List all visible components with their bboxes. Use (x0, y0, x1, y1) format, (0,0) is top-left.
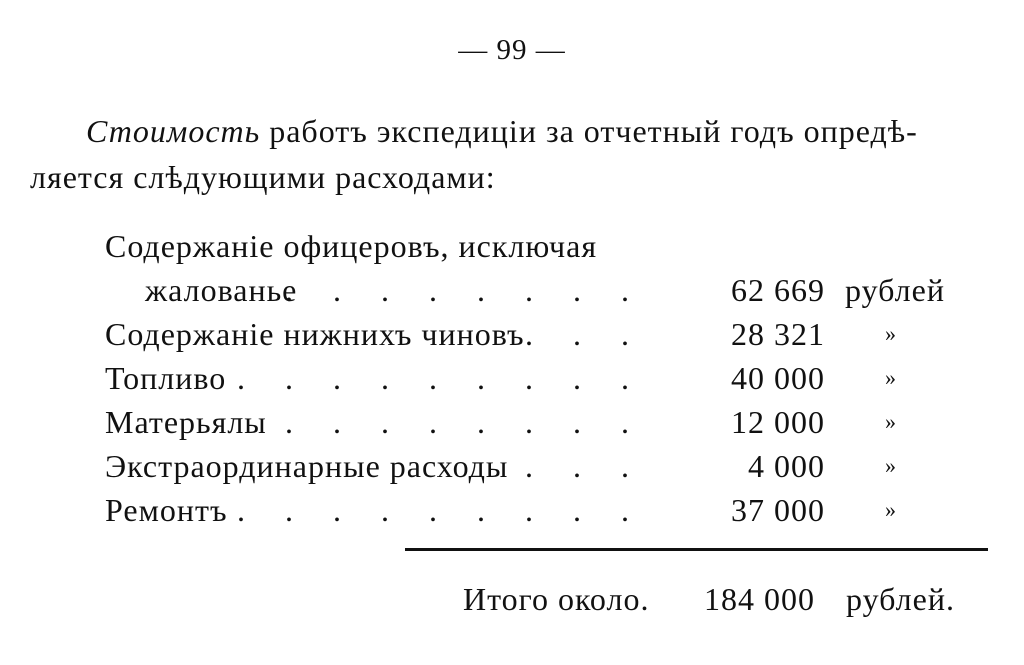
expense-row (105, 488, 965, 532)
expense-row (105, 268, 965, 312)
page-number: — 99 — (458, 34, 566, 66)
ditto-mark: » (885, 365, 897, 390)
ditto-mark: » (885, 409, 897, 434)
leader-dots: . . . . . . . . (285, 404, 645, 440)
expense-row (105, 224, 965, 268)
expense-amount: 40 000 (731, 360, 825, 396)
expense-amount: 37 000 (731, 492, 825, 528)
expense-amount: 4 000 (748, 448, 825, 484)
leader-dots: . . . . . . . . . (237, 492, 645, 528)
expense-label-continued: жалованье (145, 272, 298, 308)
total-label: Итого около. (463, 581, 650, 617)
expense-label: Ремонтъ (105, 492, 228, 528)
sum-rule (405, 548, 988, 551)
ditto-mark: » (885, 453, 897, 478)
expense-row (105, 444, 965, 488)
intro-line-2: ляется слѣдующими расходами: (30, 159, 496, 195)
expense-amount: 28 321 (731, 316, 825, 352)
expense-label: Содержаніе офицеровъ, исключая (105, 228, 598, 264)
intro-italic-word: Стоимость (86, 113, 261, 149)
expense-row (105, 312, 965, 356)
intro-line-1-rest: работъ экспедиціи за отчетный годъ опредѣ- (260, 113, 918, 149)
leader-dots: . . . . . . . . . (237, 360, 645, 396)
expense-table (105, 224, 965, 532)
total-line (0, 574, 1024, 624)
ditto-mark: » (885, 321, 897, 346)
expense-label: Матерьялы (105, 404, 267, 440)
leader-dots: . . . (525, 448, 645, 484)
intro-line-1 (30, 108, 990, 154)
expense-amount: 12 000 (731, 404, 825, 440)
total-unit: рублей. (846, 581, 955, 617)
expense-row (105, 356, 965, 400)
expense-row (105, 400, 965, 444)
ditto-mark: » (885, 497, 897, 522)
expense-label: Содержаніе нижнихъ чиновъ (105, 316, 525, 352)
expense-label: Топливо (105, 360, 227, 396)
expense-unit: рублей (845, 272, 945, 308)
intro-paragraph (30, 108, 990, 200)
leader-dots: . . . (525, 316, 645, 352)
leader-dots: . . . . . . . . (285, 272, 645, 308)
total-amount: 184 000 (704, 581, 815, 617)
expense-amount: 62 669 (731, 272, 825, 308)
expense-label: Экстраординарные расходы (105, 448, 509, 484)
